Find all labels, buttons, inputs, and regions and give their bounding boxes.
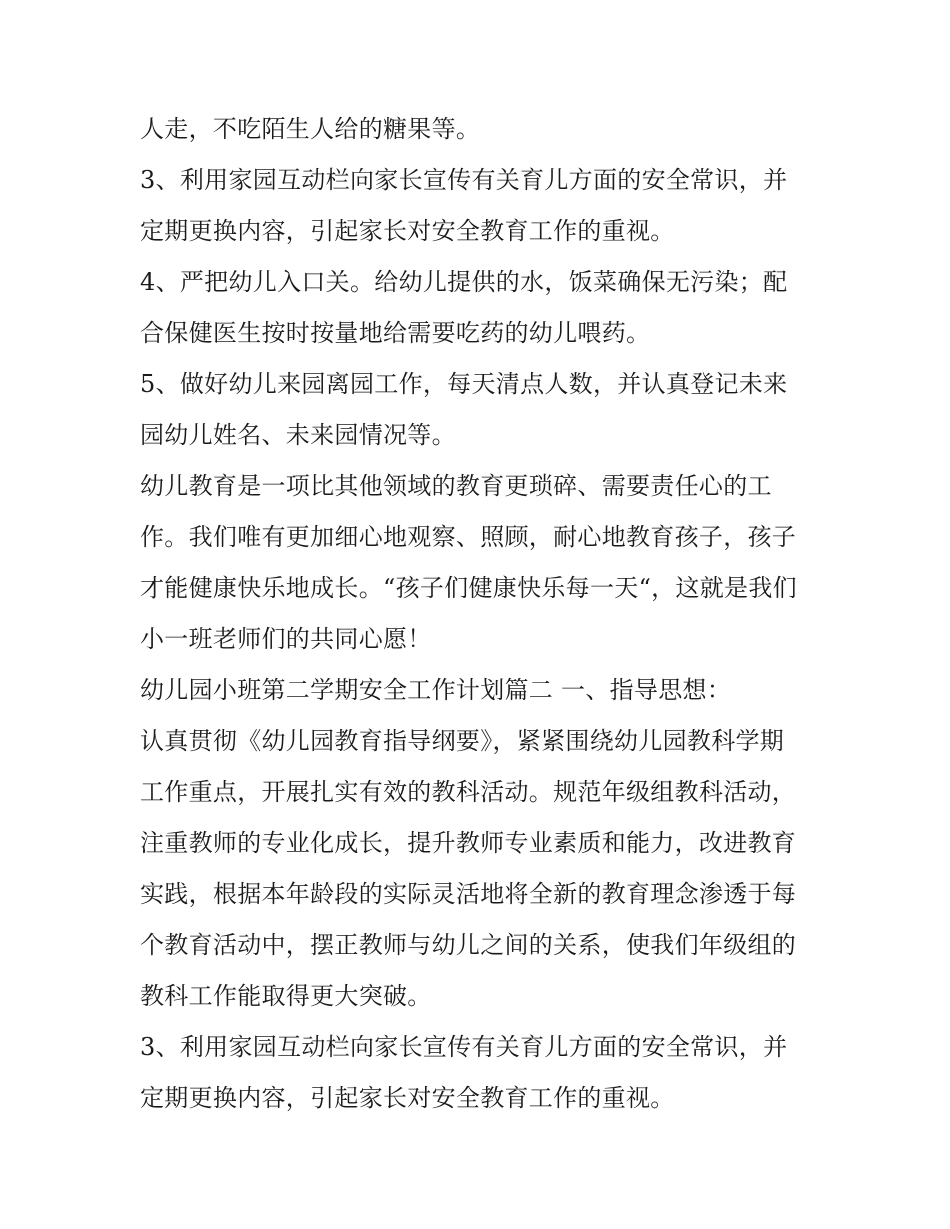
text-line: 个教育活动中，摆正教师与幼儿之间的关系，使我们年级组的 xyxy=(140,931,797,959)
section-heading: 幼儿园小班第二学期安全工作计划篇二 一、指导思想： xyxy=(140,676,732,704)
text-line: 3、利用家园互动栏向家长宣传有关育儿方面的安全常识，并 xyxy=(140,1033,788,1061)
text-line: 园幼儿姓名、未来园情况等。 xyxy=(140,421,456,449)
text-line: 3、利用家园互动栏向家长宣传有关育儿方面的安全常识，并 xyxy=(140,166,788,194)
text-line: 定期更换内容，引起家长对安全教育工作的重视。 xyxy=(140,1084,675,1112)
text-line: 合保健医生按时按量地给需要吃药的幼儿喂药。 xyxy=(140,319,651,347)
text-line: 注重教师的专业化成长，提升教师专业素质和能力，改进教育 xyxy=(140,829,797,857)
text-line: 定期更换内容，引起家长对安全教育工作的重视。 xyxy=(140,217,675,245)
text-line: 工作重点，开展扎实有效的教科活动。规范年级组教科活动， xyxy=(140,778,797,806)
text-line: 实践，根据本年龄段的实际灵活地将全新的教育理念渗透于每 xyxy=(140,880,797,908)
text-line: 认真贯彻《幼儿园教育指导纲要》，紧紧围绕幼儿园教科学期 xyxy=(140,727,785,755)
text-line: 人走，不吃陌生人给的糖果等。 xyxy=(140,115,481,143)
text-line: 作。我们唯有更加细心地观察、照顾，耐心地教育孩子，孩子 xyxy=(140,523,797,551)
document-body xyxy=(140,104,820,1124)
text-line: 教科工作能取得更大突破。 xyxy=(140,982,432,1010)
text-line: 幼儿教育是一项比其他领域的教育更琐碎、需要责任心的工 xyxy=(140,472,772,500)
text-line: 5、做好幼儿来园离园工作，每天清点人数，并认真登记未来 xyxy=(140,370,788,398)
text-line: 4、严把幼儿入口关。给幼儿提供的水，饭菜确保无污染；配 xyxy=(140,268,788,296)
text-line: 才能健康快乐地成长。“孩子们健康快乐每一天“，这就是我们 xyxy=(140,574,797,602)
text-line: 小一班老师们的共同心愿！ xyxy=(140,625,432,653)
